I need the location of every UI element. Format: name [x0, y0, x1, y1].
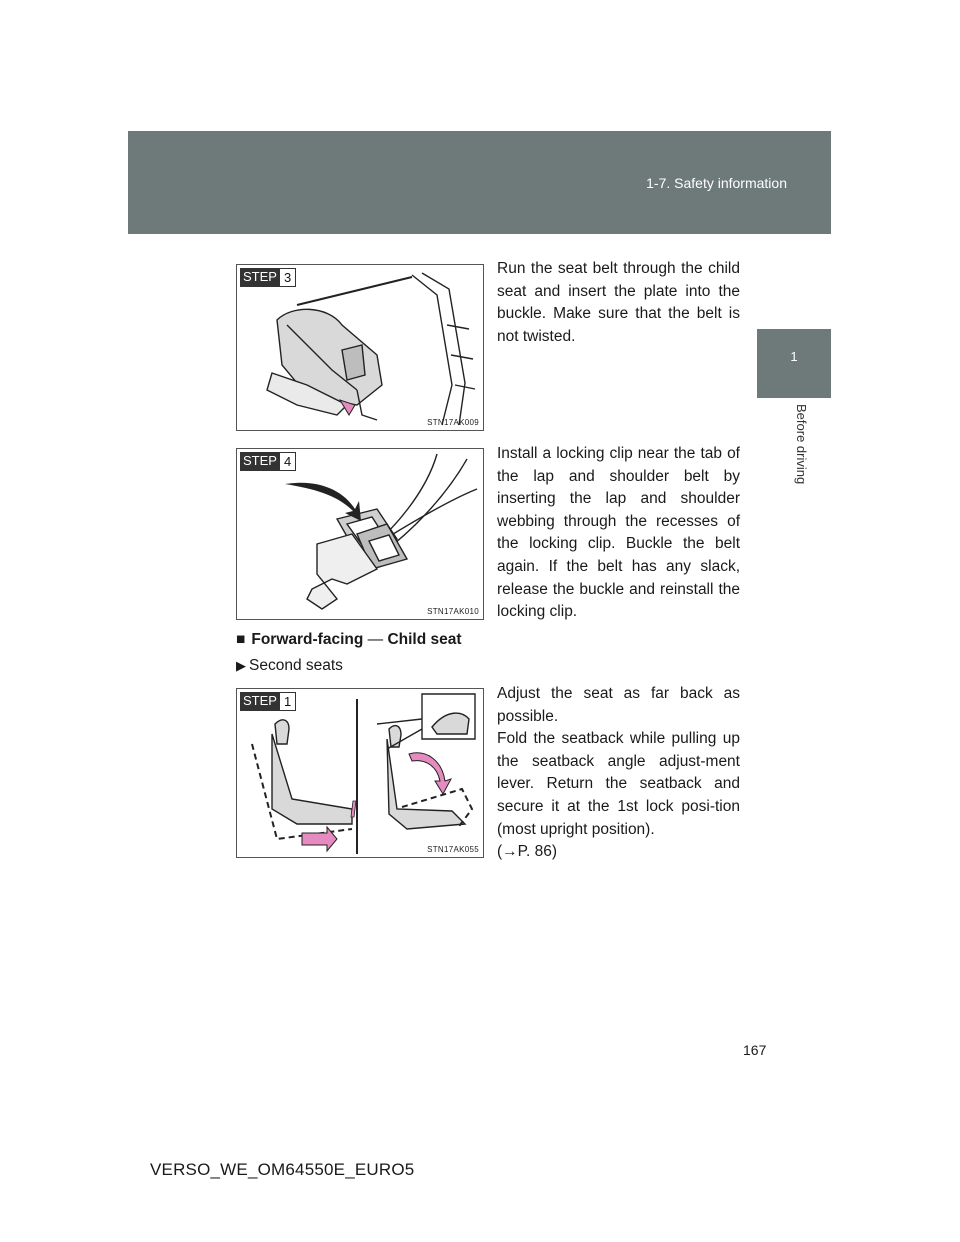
step-badge	[240, 268, 296, 287]
figure-code: STN17AK009	[427, 418, 479, 427]
step1-paragraph-2: Fold the seatback while pulling up the seatback angle adjust-ment lever. Return the seatback and secure it at the 1st lock posi-tion (most upright position).	[497, 730, 740, 838]
figure-step-1	[236, 688, 484, 858]
page-number: 167	[743, 1042, 767, 1058]
figure-step-4	[236, 448, 484, 620]
step-word: STEP	[240, 452, 280, 471]
locking-clip-illustration-icon	[237, 449, 483, 619]
child-seat-belt-illustration-icon	[237, 265, 483, 430]
step4-text	[497, 443, 740, 624]
step-number: 1	[280, 692, 296, 711]
triangle-marker-icon: ▶	[236, 658, 246, 673]
footer-code: VERSO_WE_OM64550E_EURO5	[150, 1160, 415, 1179]
chapter-number: 1	[790, 349, 798, 364]
header-bar	[128, 131, 831, 234]
section-heading	[236, 631, 462, 649]
figure-code: STN17AK010	[427, 607, 479, 616]
step3-text	[497, 258, 740, 348]
step-badge	[240, 692, 296, 711]
heading-dash: —	[367, 631, 384, 648]
step1-paragraph-1: Adjust the seat as far back as possible.	[497, 685, 740, 725]
sub-heading	[236, 657, 343, 675]
heading-part-2: Child seat	[387, 631, 462, 648]
page-reference-link[interactable]: (→P. 86)	[497, 843, 558, 861]
heading-part-1: Forward-facing	[251, 631, 364, 648]
step-badge	[240, 452, 296, 471]
sub-heading-text: Second seats	[249, 657, 343, 674]
step4-paragraph: Install a locking clip near the tab of the lap and shoulder belt by inserting the lap and shoulder webbing through the recesses of the locking clip. Buckle the belt again. If the belt has any slack, release the buckle and reinstall the locking clip.	[497, 445, 740, 621]
step-number: 4	[280, 452, 296, 471]
section-title: 1-7. Safety information	[646, 175, 787, 191]
step-word: STEP	[240, 692, 280, 711]
step1-text	[497, 683, 740, 864]
chapter-tab	[757, 329, 831, 398]
step3-paragraph: Run the seat belt through the child seat and insert the plate into the buckle. Make sure that the belt is not twisted.	[497, 260, 740, 345]
figure-code: STN17AK055	[427, 845, 479, 854]
bullet-square: ■	[236, 631, 246, 648]
seat-adjust-illustration-icon	[237, 689, 483, 857]
step-number: 3	[280, 268, 296, 287]
step-word: STEP	[240, 268, 280, 287]
chapter-label: Before driving	[794, 404, 809, 485]
figure-step-3	[236, 264, 484, 431]
